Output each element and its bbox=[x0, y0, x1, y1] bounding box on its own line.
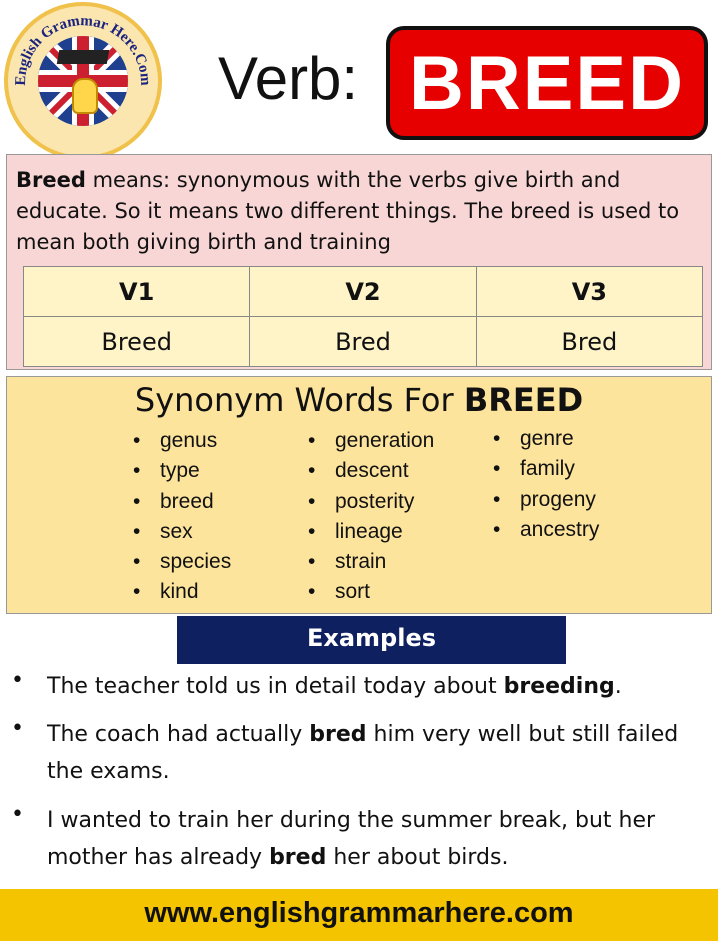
example-text-before: The teacher told us in detail today about bbox=[47, 674, 504, 699]
examples-header bbox=[177, 616, 566, 664]
value-v1: Breed bbox=[24, 317, 250, 367]
synonym-item: • progeny bbox=[493, 488, 599, 518]
synonyms-title-prefix: Synonym Words For bbox=[134, 381, 464, 419]
synonyms-title bbox=[7, 381, 711, 419]
verb-forms-table bbox=[23, 266, 703, 367]
synonym-item: • sort bbox=[308, 580, 434, 610]
synonym-item: • generation bbox=[308, 429, 434, 459]
definition-text bbox=[16, 165, 706, 258]
example-text bbox=[47, 802, 707, 876]
footer-url: www.englishgrammarhere.com bbox=[144, 897, 574, 929]
synonyms-column-2 bbox=[308, 429, 434, 611]
example-text-bold: breeding bbox=[503, 674, 615, 699]
verb-badge bbox=[386, 26, 708, 140]
svg-text:English Grammar Here.Com: English Grammar Here.Com bbox=[12, 13, 154, 86]
bullet-icon: • bbox=[11, 668, 24, 693]
synonym-item: • sex bbox=[133, 520, 231, 550]
example-text-after: her about birds. bbox=[326, 845, 509, 870]
header-v1: V1 bbox=[24, 267, 250, 317]
value-v3: Bred bbox=[476, 317, 702, 367]
footer-bar bbox=[0, 889, 718, 941]
synonyms-panel bbox=[6, 376, 712, 614]
examples-header-label: Examples bbox=[306, 624, 437, 652]
synonym-item: • lineage bbox=[308, 520, 434, 550]
synonyms-column-3 bbox=[493, 427, 599, 548]
synonym-item: • ancestry bbox=[493, 518, 599, 548]
example-text-bold: bred bbox=[309, 722, 367, 747]
example-text bbox=[47, 668, 707, 705]
example-text-after: him very well but still failed the exams. bbox=[47, 722, 679, 784]
synonym-item: • descent bbox=[308, 459, 434, 489]
synonym-item: • family bbox=[493, 457, 599, 487]
header-v3: V3 bbox=[476, 267, 702, 317]
example-text-before: The coach had actually bbox=[47, 722, 310, 747]
example-text-before: I wanted to train her during the summer break, but her mother has already bbox=[47, 808, 656, 870]
synonym-item: • strain bbox=[308, 550, 434, 580]
synonym-item: • genre bbox=[493, 427, 599, 457]
value-v2: Bred bbox=[250, 317, 476, 367]
example-text-bold: bred bbox=[269, 845, 327, 870]
definition-body: means: synonymous with the verbs give birth and educate. So it means two different things. The breed is used to mean both giving birth and training bbox=[16, 168, 680, 254]
verb-forms-header-row bbox=[24, 267, 703, 317]
synonyms-title-word: BREED bbox=[463, 381, 584, 419]
example-text bbox=[47, 716, 707, 790]
synonym-item: • breed bbox=[133, 490, 231, 520]
header-v2: V2 bbox=[250, 267, 476, 317]
synonym-item: • posterity bbox=[308, 490, 434, 520]
synonym-item: • type bbox=[133, 459, 231, 489]
example-text-after: . bbox=[614, 674, 622, 699]
synonyms-column-1 bbox=[133, 429, 231, 611]
verb-word: BREED bbox=[408, 41, 686, 126]
verb-forms-value-row bbox=[24, 317, 703, 367]
definition-term: Breed bbox=[16, 168, 86, 192]
definition-panel bbox=[6, 154, 712, 370]
synonym-item: • species bbox=[133, 550, 231, 580]
synonym-item: • genus bbox=[133, 429, 231, 459]
verb-label: Verb: bbox=[218, 45, 359, 112]
bullet-icon: • bbox=[11, 716, 24, 741]
synonym-item: • kind bbox=[133, 580, 231, 610]
site-logo bbox=[4, 2, 162, 160]
logo-text bbox=[4, 2, 162, 160]
bullet-icon: • bbox=[11, 802, 24, 827]
